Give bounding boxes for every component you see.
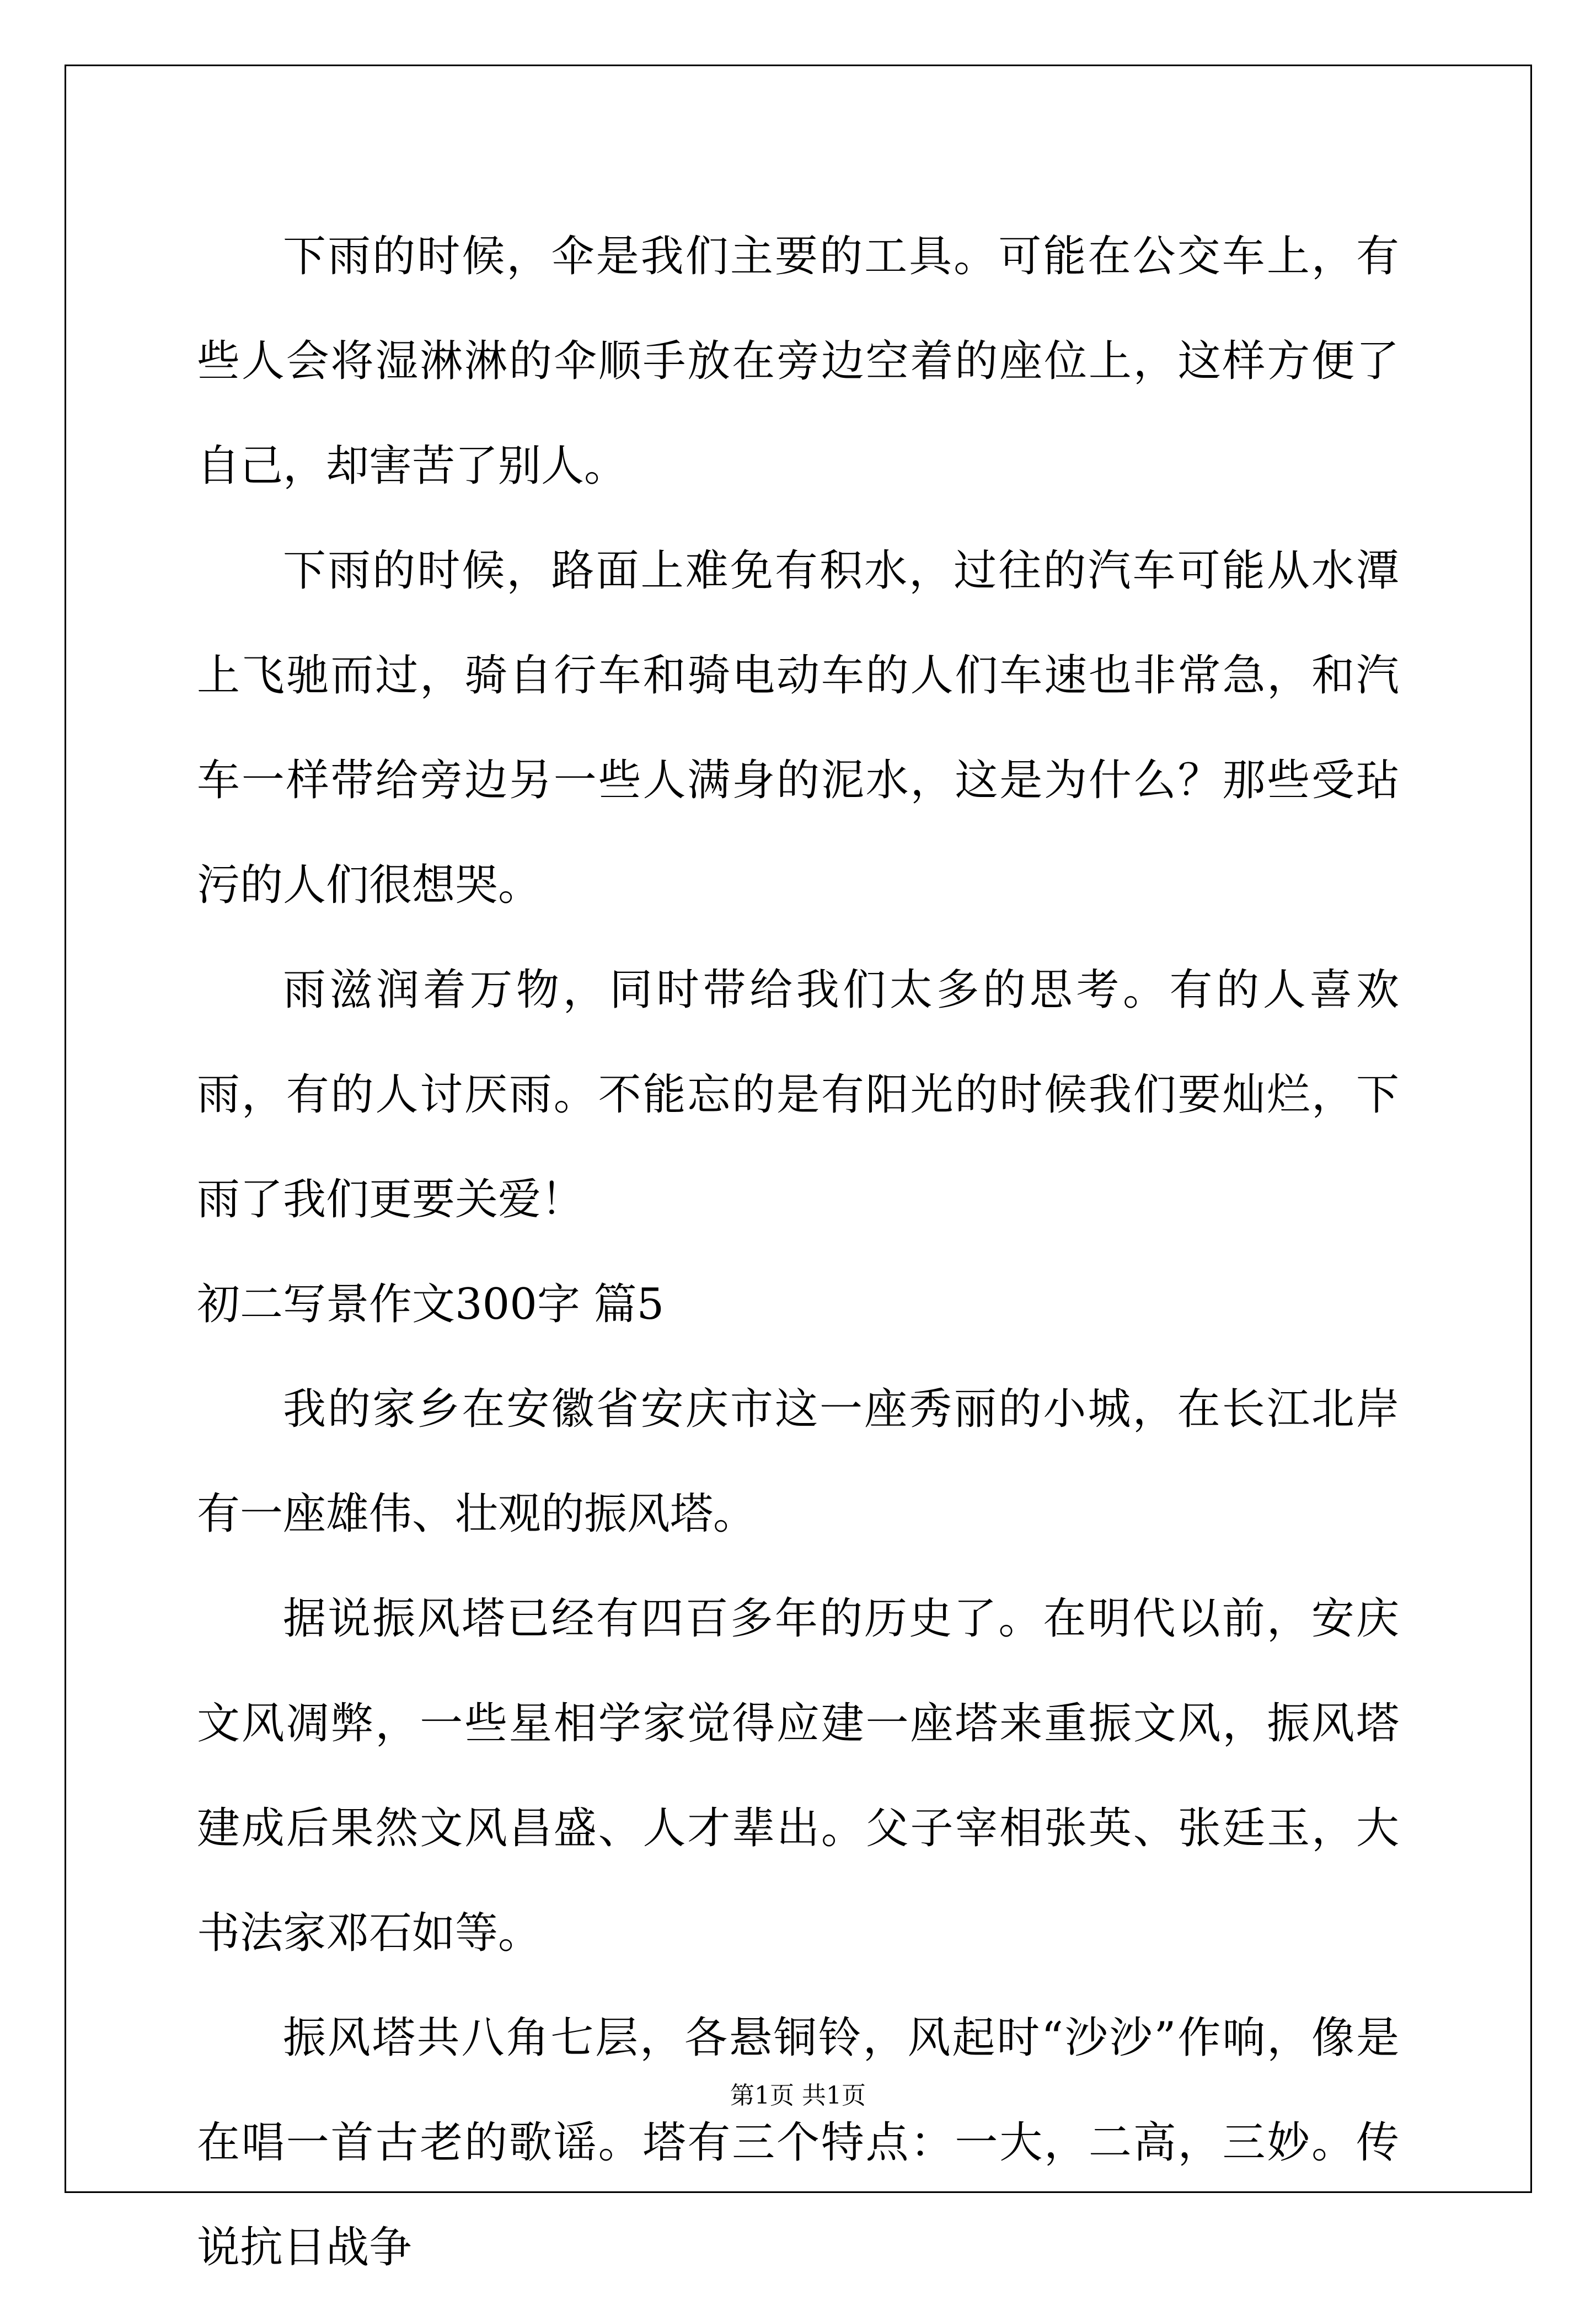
page-footer: 第1页 共1页 <box>730 2082 866 2110</box>
paragraph: 振风塔共八角七层，各悬铜铃，风起时“沙沙”作响，像是在唱一首古老的歌谣。塔有三个特点：一大，二高，三妙。传说抗日战争 <box>197 2013 1399 2272</box>
paragraph: 下雨的时候，路面上难免有积水，过往的汽车可能从水潭上飞驰而过，骑自行车和骑电动车的人们车速也非常急，和汽车一样带给旁边另一些人满身的泥水，这是为什么？那些受玷污的人们很想哭。 <box>197 546 1399 910</box>
paragraph: 下雨的时候，伞是我们主要的工具。可能在公交车上，有些人会将湿淋淋的伞顺手放在旁边空着的座位上，这样方便了自己，却害苦了别人。 <box>197 232 1399 491</box>
paragraph: 我的家乡在安徽省安庆市这一座秀丽的小城，在长江北岸有一座雄伟、壮观的振风塔。 <box>197 1384 1399 1539</box>
document-body <box>197 204 1399 2300</box>
paragraph: 雨滋润着万物，同时带给我们太多的思考。有的人喜欢雨，有的人讨厌雨。不能忘的是有阳光的时候我们要灿烂，下雨了我们更要关爱！ <box>197 965 1399 1224</box>
section-heading: 初二写景作文300字 篇5 <box>197 1280 665 1329</box>
paragraph: 据说振风塔已经有四百多年的历史了。在明代以前，安庆文风凋弊，一些星相学家觉得应建一座塔来重振文风，振风塔建成后果然文风昌盛、人才辈出。父子宰相张英、张廷玉，大书法家邓石如等。 <box>197 1594 1399 1958</box>
